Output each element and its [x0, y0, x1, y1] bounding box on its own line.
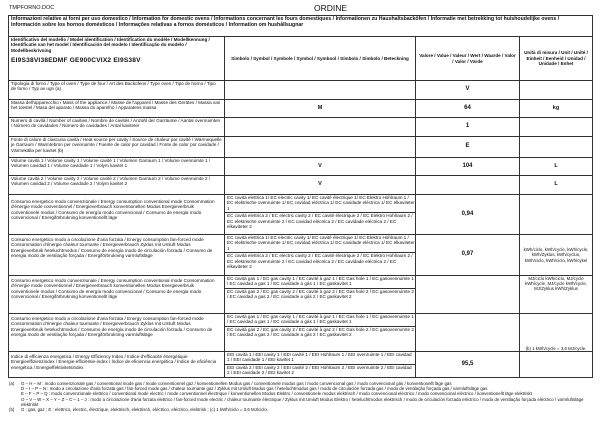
row-label: Consumo energetico modo convenzionale / Energy consumption conventional mode Consommation d'énergie mode conventionnel / Energieverbrauch konventionellen Modus Energieverbruik conventionele modus / Consumo de energía modo convencional / Consumo de energia modo convencional / Energiförbrukning konventionellt läge — [9, 276, 225, 314]
row-label: Numero di cavità / Number of cavities / Nombre de cavités / Anzahl der Garräume / Aantal ovenruimten / Número de cavidades / Número de cavidades / Antal kaviteter — [9, 118, 225, 137]
row-unit — [520, 195, 593, 235]
row-value: 0,94 — [416, 195, 520, 235]
row-value: 104 — [416, 158, 520, 176]
sublabel: EEI cavità 2 / EEI cavity 2 / EEI cavité 2 / EEI Hohlraum 2 / EEI ovenruimte 2 / EEI cavidad 2 / EEI cavidade 2 / EEI kavitet 2 — [227, 364, 412, 376]
row-symbol: V — [225, 158, 416, 176]
sublabel: EC cavità elettrica 1/ EC electric cavity 1/ EC cavité électrique 1/ EC Elektro Hohlraum 1 / EC elektrische ovenruimte 1/ EC cavidad eléctrica 1/ EC cavidade eléctrica 1/ EC elkaviteter 1 — [225, 195, 415, 213]
row-sublabels — [225, 235, 416, 276]
footnote-tag — [9, 397, 21, 407]
row-value: V — [416, 81, 520, 100]
row-unit: L — [520, 158, 593, 176]
row-label: Consumo energetico modo a circolazione d'aria forzata / Energy consumption fan-forced mode Consommation d'énergie chaleur tournante / Energieverbrauch Zyklus mit Umluft Modus Energieverbruik heteluchtmodus / Consumo de energía modo de circulación forzada / Consumo de energia modo de ventilação forçada / Energiförbrukning varmluftsläge — [9, 235, 225, 276]
row-value: 0,97 — [416, 235, 520, 276]
sublabel: EC cavità elettrica 2 / EC electric cavity 2 / EC cavité électrique 2 / EC Elektro Hohlraum 2 / EC elektrische ovenruimte 2 / EC cavidad eléctrica 2 / EC cavidade eléctrica 2 / EC elkaviteter 2 — [227, 213, 413, 230]
row-unit: (b) 1 kWh/cycle = 3,6 MJ/cycle. — [520, 314, 593, 352]
table-title: Informazioni relative ai forni per uso domestico / Information for domestic ovens / Informations concernant les fours domestiques / Informationen zu Haushaltsbacköfen / Informatie met betrekking tot huishoudelijke ovens / Información sobre los hornos domésticos / Informações relativas a fornos domésticos / Information om hushållsugnar — [9, 16, 593, 37]
row-unit — [520, 81, 593, 100]
sublabel: EC cavità gas 1 / EC gas cavity 1 / EC cavité à gaz 1 / EC Gas hole 1 / EC gasovenruimte 1 / EC cavidad a gas 1 / EC cavidade a gás 1 / EC gaskavitet 1 — [225, 276, 415, 289]
document-header — [9, 3, 592, 15]
row-value — [416, 314, 520, 352]
document-id: TMPFORNO.DOC — [9, 5, 55, 11]
sublabel: EC cavità gas 1 / EC gas cavity 1 / EC cavité à gaz 1 / EC Gas hole 1 / EC gasovenruimte 1 / EC cavidad a gas 1 / EC cavidade a gás 1 / EC gaskavitet 1 — [225, 314, 415, 327]
oven-information-table — [8, 15, 593, 378]
row-value: 1 — [416, 118, 520, 137]
row-unit: L — [520, 176, 593, 195]
unit-header: Unità di misura / Unit / Unité / Einheit / Eenheid / Unidad / Unidade / Enhet — [520, 37, 593, 81]
row-symbol — [225, 137, 416, 158]
row-value: 95,5 — [416, 352, 520, 378]
footnote-text: E – F – P – Q : modo convenzionale elettrico / conventional mode electric / mode conventionnel électrique / konventionellen Modus Elektro / conventionele modus elektrisch / modo convencional eléctrico / modo convencional eléctrico / konventionellt läge elektriskt — [21, 391, 532, 397]
sublabel: EEI cavità 1 / EEI cavity 1 / EEI cavité 1 / EEI Hohlraum 1 / EEI ovenruimte 1 / EEI cavidad 1 / EEI cavidade 1 / EEI kavitet 1 — [225, 352, 415, 365]
row-label: Consumo energetico modo a circolazione d'aria forzata / Energy consumption fan-forced mode Consommation d'énergie chaleur tournante / Energieverbrauch Zyklus mit Umluft Modus Energieverbruik heteluchtmodus / Consumo de energía modo de circulación forzada / Consumo de energia modo de ventilação forçada / Energiförbrukning varmluftsläge — [9, 314, 225, 352]
footnote-text: D – I – P – N : modo a circolazione d'aria forzata gas / fan-forced mode gas / chaleur tournante gaz / Zyklus mit Umluft Modus gas / heteluchtmodus gas / modo de circulación forzada gas / modo de ventilação forçada gás / varmluftsläge gas — [21, 386, 488, 392]
model-header: Identificativo del modello / Model identification / Identification du modèle / Modellkennung / Identificatie van het model / Identificación del modelo / Identificação do modelo / Modellbeskrivning — [11, 37, 210, 53]
row-label: Massa dell'apparecchio / Mass of the appliance / Masse de l'appareil / Masse des Gerätes / Massa van het toestel / Masa del aparato / Massa do aparelho / Apparatens massa — [9, 100, 225, 118]
row-symbol: M — [225, 100, 416, 118]
row-value — [416, 176, 520, 195]
sublabel: EC cavità gas 2 / EC gas cavity 2 / EC cavité à gaz 2 / EC Gas hole 2 / EC gasovenruimte 2 / EC cavidad a gas 2 / EC cavidade a gás 2 / EC gaskavitet 2 — [227, 326, 414, 338]
row-sublabels — [225, 314, 416, 352]
row-unit — [520, 352, 593, 378]
value-header: Valore / Value / Valeur / Wert / Waarde / Valor / Valor / Värde — [416, 37, 520, 81]
footnote — [9, 407, 593, 412]
row-label: Consumo energetico modo convenzionale / Energy consumption conventional mode Consommation d'énergie mode conventionnel / Energieverbrauch konventionellen Modus Energieverbruik conventionele modus / Consumo de energía modo convencional / Consumo de energia modo convencional / Energiförbrukning konventionellt läge — [9, 195, 225, 235]
footnote-text: G – H – M : modo convenzionale gas / conventional mode gas / mode conventionnel gaz / konventionellen Modus gas / conventionele modus gas / modo convencional gas / modo convencional gás / konventionellt läge gas — [21, 381, 452, 386]
sublabel: EC cavità elettrica 1/ EC electric cavity 1/ EC cavité électrique 1/ EC Elektro Hohlraum 1 / EC elektrische ovenruimte 1/ EC cavidad eléctrica 1/ EC cavidade eléctrica 1/ EC elkaviteter 1 — [225, 235, 415, 253]
row-value: 64 — [416, 100, 520, 118]
row-value: E — [416, 137, 520, 158]
row-unit — [520, 137, 593, 158]
row-label: Tipologia di forno / Type of oven / Type de four / Art des Backofens / Type oven / Tipo de horno / Tipo de forno / Typ av ugn (a) — [9, 81, 225, 100]
row-unit — [520, 118, 593, 137]
row-symbol — [225, 81, 416, 100]
row-symbol — [225, 118, 416, 137]
row-sublabels — [225, 352, 416, 378]
model-name: EI9S38VI38EDMF GE900CVIX2 EI9S38V — [11, 57, 141, 65]
row-unit: MJ/ciclo kWh/ciclo, MJ/cycle kWh/cycle, MJ/cycle kWh/cycle, MJ/Zyklus kWh/Zyklus — [520, 276, 593, 314]
row-sublabels — [225, 276, 416, 314]
row-label: Fonte di calore di ciascuna cavità / Heat source per cavity / Source de chaleur par cavité / Wärmequelle je Garraum / Warmtebron per ovenruimte / Fuente de calor por cavidad / Fonte de calor por cavidade / Värmekälla per kavitet (b) — [9, 137, 225, 158]
order-label: ORDINE — [314, 3, 348, 13]
model-header-cell — [9, 37, 225, 81]
row-label: Indice di efficienza energetica / Energy Efficiency Index / Indice d'efficacité énergétique Energieeffizienzindex / Energie-efficiëntie-index / Índice de eficiencia energética / Índice de eficiência energética / Energieffektivitetsindex — [9, 352, 225, 378]
footnote-text: G : gas, gaz ; E : elettrico, electric, électrique, elektrisch, elektrisch, eléctrico, eléctrico, elektrisk ; (c) 1 kWh/ciclo = 3,6 MJ/ciclo. — [21, 407, 269, 413]
row-label: Volume cavità 2 / Volume cavity 2 / Volume cavité 2 / Volumen Garraum 2 / Volume ovenruimte 2 / Volumen cavidad 2 / Volume cavidade 2 / Volym kavitet 2 — [9, 176, 225, 195]
row-value — [416, 276, 520, 314]
sublabel: EC cavità gas 2 / EC gas cavity 2 / EC cavité à gaz 2 / EC Gas hole 2 / EC gasovenruimte 2 / EC cavidad a gas 2 / EC cavidade a gás 2 / EC gaskavitet 2 — [227, 288, 414, 300]
row-sublabels — [225, 195, 416, 235]
footnotes — [9, 381, 593, 412]
footnote — [9, 397, 593, 407]
footnote-tag: (a) — [9, 381, 15, 386]
row-label: Volume cavità 1 / Volume cavity 1 / Volume cavité 1 / Volumen Garraum 1 / Volume ovenruimte 1 / Volumen cavidad 1 / Volume cavidade 1 / Volym kavitet 1 — [9, 158, 225, 176]
row-unit: kg — [520, 100, 593, 118]
sublabel: EC cavità elettrica 2 / EC electric cavity 2 / EC cavité électrique 2 / EC Elektro Hohlraum 2 / EC elektrische ovenruimte 2 / EC cavidad eléctrica 2 / EC cavidade eléctrica 2 / EC elkaviteter 2 — [227, 253, 413, 270]
footnote-tag: (b) — [9, 407, 15, 413]
footnote-text: O – V – W – X – Y – Z – C – 1 – J : modo a circolazione d'aria forzata elettrico / fan-forced mode electric / chaleur tournante électrique / Zyklus mit Umluft Modus Elektro / heteluchtmodus elektrisch / modo de circulación forzada eléctrico / modo de ventilação forçada eléctrico / varmluftsläge elektriskt — [21, 396, 584, 407]
row-symbol: V — [225, 176, 416, 195]
symbol-header: Simbolo / Symbol / Symbole / Symbol / Symbool / Símbolo / Símbolo / Beteckning — [225, 37, 416, 81]
row-unit: kWh/ciclo, kWh/cycle, kWh/cycle, kWh/Zyklus, kWh/cyclus, kWh/ciclo, kWh/ciclo, kWh/cykel — [520, 235, 593, 276]
